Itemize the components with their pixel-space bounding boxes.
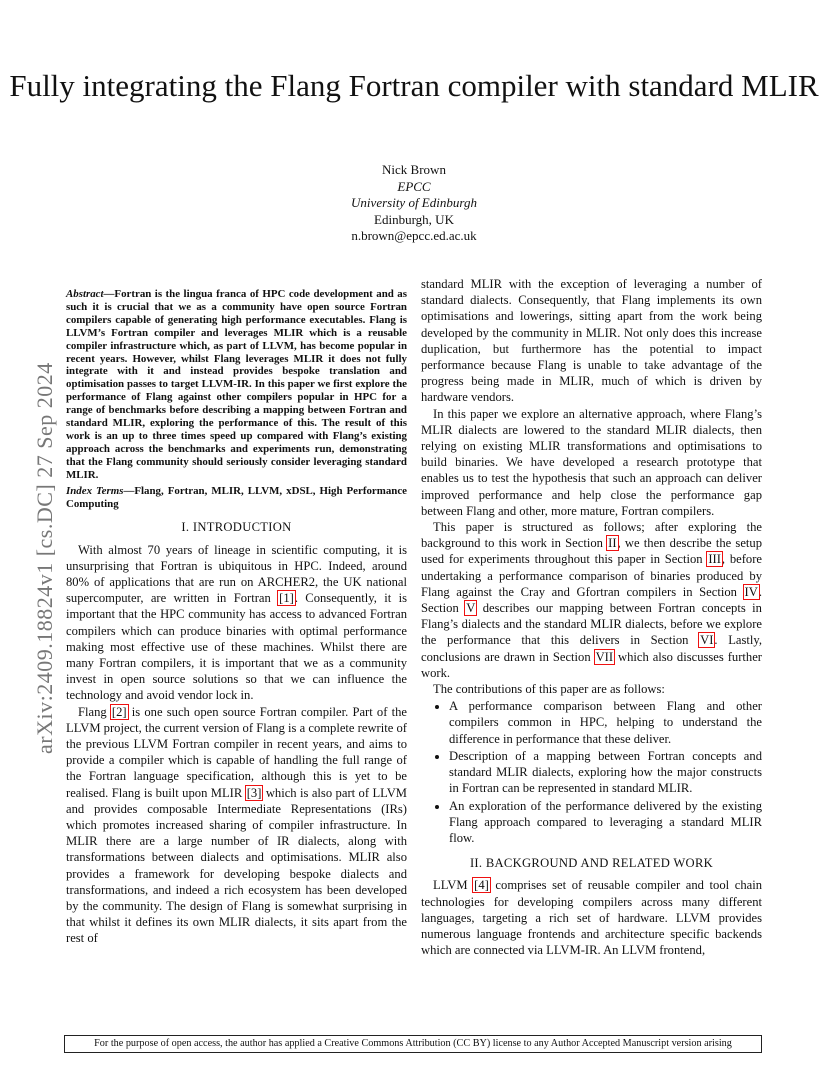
- intro-paragraph-2: Flang [2] is one such open source Fortran compiler. Part of the LLVM project, the current version of Flang is a complete rewrite of the previous LLVM Fortran compiler in recent years, and aims to provide a compiler which is capable of handling the full range of the Fortran language specification, although this is yet to be realised. Flang is built upon MLIR [3] which is also part of LLVM and provides composable Intermediate Representations (IRs) which promotes increased sharing of compiler infrastructure. In MLIR there are a large number of IR dialects, along with transformations between dialects and optimisations. MLIR also provides a framework for developing bespoke dialects and transformations, and indeed a rich ecosystem has been developed by the community. The design of Flang is somewhat surprising in that whilst it defines its own MLIR dialects, it sits apart from the rest of: [66, 704, 407, 946]
- section-link[interactable]: VI: [700, 633, 714, 648]
- background-paragraph: LLVM [4] comprises set of reusable compiler and tool chain technologies for developing compilers across many different languages, targeting a rich set of hardware. LLVM provides numerous language frontends and architecture specific backends which are connected via LLVM-IR. An LLVM frontend,: [421, 878, 763, 958]
- paper-title: Fully integrating the Flang Fortran compiler with standard MLIR: [9, 68, 819, 103]
- right-paragraph-alternative-approach: In this paper we explore an alternative approach, where Flang’s MLIR dialects are lowered to the standard MLIR dialects, then relying on existing MLIR transformations and optimisations to build binaries. We have developed a research prototype that enables us to test the hypothesis that such an approach can deliver improved performance and help close the performance gap between Flang and other, more mature, Fortran compilers.: [421, 406, 762, 518]
- abstract-label: Abstract: [66, 288, 104, 300]
- section-link[interactable]: VII: [595, 649, 614, 664]
- contributions-intro: The contributions of this paper are as follows:: [433, 682, 665, 697]
- right-paragraph-structure: This paper is structured as follows; after exploring the background to this work in Section II, we then describe the setup used for experiments throughout this paper in Section III, before undertaking a performance comparison of binaries produced by Flang against the Cray and Gfortran compilers in Section IV. Section V describes our mapping between Fortran concepts in Flang’s dialects and the standard MLIR dialects, before we explore the performance that this delivers in Section VI. Lastly, conclusions are drawn in Section VII which also discusses further work.: [421, 520, 762, 680]
- abstract-text: —Fortran is the lingua franca of HPC code development and as such it is crucial that we as a community have open source Fortran compilers capable of generating high performance executables. Flang is LLVM’s Fortran compiler and leverages MLIR which is a reusable compiler infrastructure which, as part of LLVM, has become popular in recent years. However, whilst Flang leverages MLIR it does not fully integrate with it and instead provides bespoke translation and optimisation passes to target LLVM-IR. In this paper we first explore the performance of Flang against other compilers popular in HPC for a range of benchmarks before describing a mapping between Fortran and standard MLIR, exploring the performance of this. The result of this work is an up to three times speed up compared with Flang’s existing approach across the benchmarks and experiments run, demonstrating that the Flang community should seriously consider leveraging standard MLIR.: [66, 288, 407, 481]
- section-link[interactable]: V: [466, 601, 476, 616]
- index-terms-text: —Flang, Fortran, MLIR, LLVM, xDSL, High Performance Computing: [66, 484, 407, 510]
- author-organisation: EPCC: [397, 178, 431, 194]
- right-column: [421, 276, 762, 958]
- contribution-item: • Description of a mapping between Fortran concepts and standard MLIR dialects, exploring how the major constructs in Fortran can be represented in standard MLIR.: [449, 748, 762, 797]
- author-block: [0, 162, 828, 245]
- contribution-item: • An exploration of the performance delivered by the existing Flang approach compared to leveraging a standard MLIR flow.: [449, 798, 762, 847]
- section-heading-background: II. BACKGROUND AND RELATED WORK: [469, 856, 714, 871]
- abstract: [66, 288, 407, 482]
- index-terms-label: Index Terms: [66, 484, 124, 497]
- open-access-footnote: For the purpose of open access, the author has applied a Creative Commons Attribution (CC BY) license to any Author Accepted Manuscript version arising: [64, 1035, 762, 1053]
- author-university: University of Edinburgh: [351, 195, 477, 210]
- section-link[interactable]: IV: [744, 584, 758, 599]
- author-name: Nick Brown: [382, 162, 446, 177]
- arxiv-identifier-stamp: arXiv:2409.18824v1 [cs.DC] 27 Sep 2024: [32, 362, 57, 754]
- index-terms: [66, 485, 407, 511]
- citation-link[interactable]: [2]: [111, 704, 127, 719]
- contributions-list: [421, 698, 762, 846]
- contribution-item: • A performance comparison between Flang and other compilers common in HPC, helping to understand the difference in performance that these deliver.: [449, 698, 762, 747]
- section-link[interactable]: II: [608, 536, 617, 551]
- citation-link[interactable]: [3]: [246, 785, 262, 800]
- citation-link[interactable]: [4]: [474, 878, 489, 893]
- author-location: Edinburgh, UK: [374, 211, 454, 227]
- citation-link[interactable]: [1]: [279, 591, 294, 606]
- intro-paragraph-1: With almost 70 years of lineage in scientific computing, it is unsurprising that Fortran is ubiquitous in HPC. Indeed, around 80% of applications that are run on ARCHER2, the UK national supercomputer, are written in Fortran [1]. Consequently, it is important that the HPC community has access to advanced Fortran compilers which can produce binaries with optimal performance making most effective use of these machines. Whilst there are many Fortran compilers, it is important that we as a community invest in open source solutions so that we can influence the technology and avoid vendor lock in.: [66, 542, 407, 703]
- author-email[interactable]: n.brown@epcc.ed.ac.uk: [351, 228, 477, 243]
- section-link[interactable]: III: [708, 552, 721, 567]
- right-paragraph-continued: standard MLIR with the exception of leveraging a number of standard dialects. Consequently, that Flang implements its own optimisations and lowerings, sitting apart from the work being developed by the community in MLIR. Not only does this increase duplication, but furthermore has the potential to impact performance because Flang is unable to take advantage of the progress being made in MLIR, much of which is driven by hardware vendors.: [421, 277, 762, 405]
- left-column: [66, 288, 407, 947]
- section-heading-introduction: I. INTRODUCTION: [181, 520, 292, 535]
